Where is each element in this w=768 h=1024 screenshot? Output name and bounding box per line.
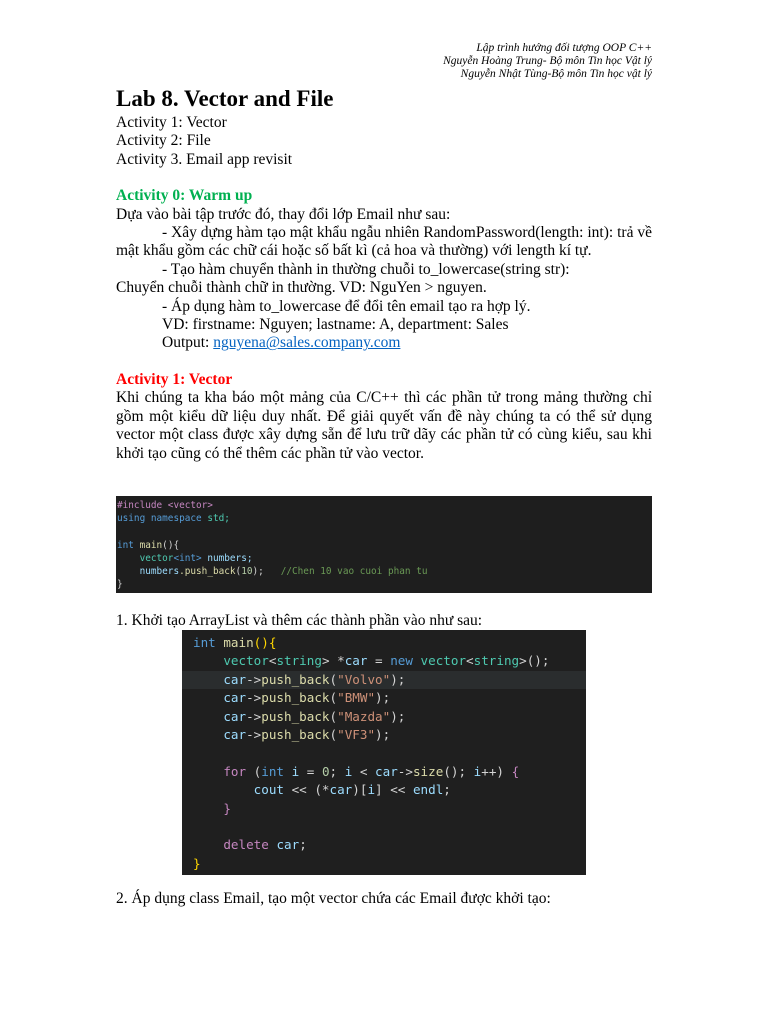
output-email-link[interactable]: nguyena@sales.company.com (213, 334, 401, 352)
step-2-text: 2. Áp dụng class Email, tạo một vector chứa các Email được khởi tạo: (116, 890, 551, 907)
activity1-paragraph: Khi chúng ta kha báo một mảng của C/C++ thì các phần tử trong mảng thường chỉ gồm một kiểu dữ liệu duy nhất. Để giải quyết vấn đề này chúng ta có thể sử dụng vector một class được xây dựng sẵn để lưu trữ dãy các phần tử có cùng kiểu, sau khi khởi tạo cũng có thể thêm các phần tử vào vector. (116, 389, 652, 462)
toc-item-3: Activity 3. Email app revisit (116, 150, 293, 168)
activity0-intro: Dựa vào bài tập trước đó, thay đổi lớp Email như sau: (116, 205, 451, 223)
activity0-heading: Activity 0: Warm up (116, 187, 253, 205)
header-course: Lập trình hướng đối tượng OOP C++ (476, 42, 652, 54)
activity0-output (116, 334, 652, 352)
activity0-example: VD: firstname: Nguyen; lastname: A, department: Sales (162, 316, 509, 334)
activity0-bullet-1: - Xây dựng hàm tạo mật khẩu ngẫu nhiên RandomPassword(length: int): trả về mật khẩu gồm các chữ cái hoặc số bất kì (cả hoa và thường) với length kí tự. (116, 224, 652, 260)
header-author-1: Nguyễn Hoàng Trung- Bộ môn Tin học Vật lý (443, 55, 652, 67)
document-body (116, 114, 652, 463)
activity0-bullet-3: - Áp dụng hàm to_lowercase để đổi tên email tạo ra hợp lý. (162, 297, 531, 315)
code-block-vector-intro: #include <vector> using namespace std; int main(){ vector<int> numbers; numbers.push_back(10); //Chen 10 vao cuoi phan tu } (116, 496, 652, 593)
activity0-bullet-2b: Chuyển chuỗi thành chữ in thường. VD: NguYen > nguyen. (116, 279, 487, 297)
page-title: Lab 8. Vector and File (116, 86, 334, 111)
output-label: Output: (162, 334, 214, 352)
page-header (443, 42, 652, 81)
activity0-bullet-2a: - Tạo hàm chuyển thành in thường chuỗi to_lowercase(string str): (162, 260, 570, 278)
code-block-vector-car: int main(){ vector<string> *car = new vector<string>(); car->push_back("Volvo"); car->push_back("BMW"); car->push_back("Mazda"); car->push_back("VF3"); for (int i = 0; i < car->size(); i++) { cout << (*car)[i] << endl; } delete car; } (182, 630, 586, 875)
step-1-text: 1. Khởi tạo ArrayList và thêm các thành phần vào như sau: (116, 612, 483, 629)
toc-item-2: Activity 2: File (116, 132, 211, 150)
header-author-2: Nguyễn Nhật Tùng-Bộ môn Tin học vật lý (460, 68, 652, 80)
activity1-heading: Activity 1: Vector (116, 370, 233, 388)
code-line: #include <vector> (117, 500, 213, 511)
toc-item-1: Activity 1: Vector (116, 114, 227, 131)
